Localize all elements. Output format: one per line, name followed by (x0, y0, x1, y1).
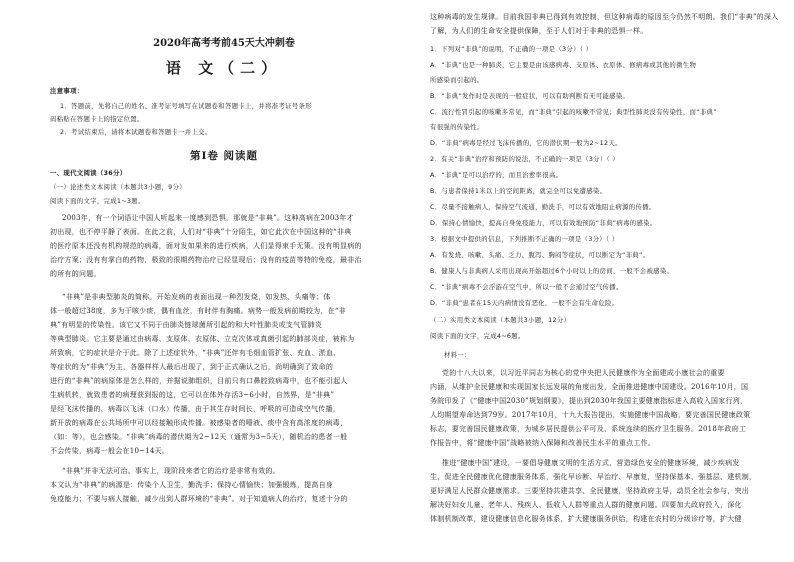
paragraph-line: 生，促进全民健康优化健康服务体系，强化早诊断、早治疗、早康复，坚持保基本、强基层、建机制， (430, 473, 757, 481)
question-1-option-a-cont: 所感染而引起的。 (430, 76, 484, 84)
exam-title: 2020年高考考前45天大冲刺卷 (153, 38, 295, 49)
paragraph-line: 初出现，也不停平静了表面。在此之前，人们对“非典”十分陌生，如它此次在中国这种的“非典 (50, 228, 352, 236)
paragraph-line: 等典型肺炎。它主要是通过由病毒、支原体、衣原体、立克次体或真菌引起的肺部炎症，被称为 (50, 335, 355, 343)
paragraph-line: 体制机制改革，建设健康信息化服务体系，扩大健康服务供给，构建在农村的分级诊疗等，扩大健 (430, 515, 742, 523)
paragraph-line: 所致病，它的症状是介于此。除了上述症状外，“非典”还伴有毛细血管扩张、充血、淤血、 (50, 349, 341, 357)
paragraph-line: 典”有明显的传染性。该它又不同于由肺炎链球菌所引起的和大叶性肺炎或支气管肺炎 (50, 321, 323, 329)
reading-instruction: 阅读下面的文字，完成1~3题。 (50, 197, 145, 205)
question-3-option-b: B．健康人与非典病人采用出现高开始超过6个小时以上的房间，一般不会被感染。 (430, 267, 674, 275)
question-3: 3．根据文中提供的信息，下列推断不正确的一项是（3分）（ ） (430, 235, 619, 243)
question-2-option-b: B．与患者保持1米以上的空间距离，就完全可以免遭感染。 (430, 187, 607, 195)
paragraph-line: 体一般超过38度，多为干咳少痰，偶有血丝，有时伴有胸痛。病势一般发病前期较为，在“非 (50, 307, 346, 315)
paragraph-line: 的医疗原本还没有机构规范的病毒，面对发如果来的进行疾病，人们显得束手无策。没有明显病的 (50, 242, 362, 250)
notice-1b: 码粘贴在答题卡上的指定位置。 (50, 115, 144, 123)
question-1-option-b: B．“非典”发作时是表现的一般症状，可以有助判断有无可能感染。 (430, 92, 630, 100)
question-2-option-d: D．保持心情愉快，提高自身免疫能力，可以有效地预防“非典”病毒的感染。 (430, 219, 657, 227)
section-2-heading: （二）实用类文本阅读（本题共3小题，12分） (430, 316, 571, 324)
question-1: 1．下列对“非典”的说明，不正确的一项是（3分）（ ） (430, 45, 593, 53)
paragraph-line: （如：等），也会感染。“非典”病毒的潜伏期为2~12天（通常为3~5天），随机治的患者一般 (50, 433, 348, 441)
paragraph-line: 生病机转，就致患者的病理获到报的这，它可以在体外存活3~6小时，自然界，是“非典” (50, 391, 335, 399)
paragraph-line: 2003年，有一个词语让中国人听起来一度感到恐惧，那就是“非典”。这种高病在2003年才 (62, 214, 354, 222)
question-2: 2．有关“非典”治疗和预防的说法，不正确的一项是（3分）（ ） (430, 155, 620, 163)
material-label: 材料一： (444, 351, 471, 359)
question-3-option-d: D．“非典”患者在15天内病情没有恶化，一般不会有生命危险。 (430, 299, 619, 307)
question-3-option-a: A．有发烧、咳嗽、头痛、乏力、腹泻、胸闷等症状，可以断定为“非典”。 (430, 251, 650, 259)
paragraph-line: 不会传染，病毒一般会在10~14天。 (50, 447, 170, 455)
question-1-option-d: D．“非典”病毒是经过飞沫传播的，它的潜伏期一般为2~12天。 (430, 139, 622, 147)
section-1-1-heading: （一）论述类文本阅读（本题共3小题，9分） (50, 183, 186, 191)
paragraph-line: 新开放的病毒在公共场所中可以经接触形成传播。被感染者的唾液、痰中含有高浓度的病毒， (50, 419, 348, 427)
paragraph-line: 是经飞沫传播的，病毒以飞沫（口水）传播，由于其生存时间长，呼吸的可造成空气传播， (50, 405, 340, 413)
paragraph-line: 免疫能力；不要与病人接触，减少出到人群环境的“非典”。对于知道病人的治疗，复述十分的 (50, 495, 348, 503)
question-1-option-c: C．流行性冒引起的咳嗽多常见，而“非典”引起的咳嗽不常见；典型性肺炎没有传染性，而“非典” (430, 108, 717, 116)
notice-1a: 1．答题前，先将自己的姓名、准考证号填写在试题卷和答题卡上，并将准考证号条形 (60, 102, 312, 110)
paragraph-line: “非典”并非无法可治。事实上，现阶段来者它的治疗是非常有效的。 (62, 467, 280, 475)
paragraph-line: 推进“健康中国”建设，一要倡导健康文明的生活方式，营造绿色安全的健康环境，减少疾病发 (442, 459, 740, 467)
paragraph-line: 的所有的问题。 (50, 270, 101, 278)
paragraph-line: 党的十八大以来，以习近平同志为核心的党中央把人民健康作为全面建成小康社会的重要 (442, 369, 725, 377)
question-2-option-c: C．尽量不接触病人，保持空气流通，勤洗手，可以有效地阻止病源的传播。 (430, 203, 656, 211)
paragraph-line: 解决好妇女儿童、老年人、残疾人、低收入人群等重点人群的健康问题。四要加大政府投入，深化 (430, 501, 742, 509)
paragraph-line: 进行的“非典”的病原体是怎么样的，并据说肺组织，目前只有口鼻腔致病毒中，也不能引起人 (50, 377, 348, 385)
paragraph-line: “非典”是非典型肺炎的简称。开始发病的表面出现一种烈发烧，如发热、头痛等；体 (62, 293, 331, 301)
notice-2: 2．考试结束后，请将本试题卷和答题卡一并上交。 (60, 128, 212, 136)
paragraph-line: 标志，要完善国民健康政策，为城乡居民提供公平可及、系统连续的医疗卫生服务。2018年政府工 (430, 425, 747, 433)
paragraph-line: 作报告中，将“健康中国”战略被纳入保障和改善民生水平的重点工作。 (430, 439, 656, 447)
paragraph-line: 更好满足人民群众健康需求。三要坚持共建共享、全民健康，坚持政府主导，动员全社会参与，突出 (430, 487, 749, 495)
paragraph-line: 了解，为人们的生命安全提供保障，至于人们对于非典的恐惧一样。 (430, 27, 648, 35)
question-1-option-c-cont: 有很强的传染性。 (430, 123, 484, 131)
notice-title: 注意事项： (50, 87, 84, 95)
part-title: 第Ⅰ卷 阅读题 (189, 150, 259, 162)
subject-title: 语 文（二） (165, 59, 283, 77)
question-1-option-a: A．“非典”也是一种肺炎，它主要是由该感病毒、支原体、衣原体、修病毒或其他的微生物 (430, 61, 697, 69)
paragraph-line: 内涵，从维护全民健康和实现国家长远发展的角度出发，全面推进健康中国建设。2016年10月，国 (430, 383, 749, 391)
section-1-heading: 一、现代文阅读（36分） (50, 169, 127, 177)
paragraph-line: 人均期望寿命达到79岁。2017年10月，十九大报告提出，实施健康中国战略，要完善国民健康政策 (430, 411, 751, 419)
paragraph-line: 这种病毒的发生规律。目前我国非典已得到有效控制，但这种病毒的原因至今仍然不明朗。我们“非典”的深入 (430, 13, 778, 21)
question-3-option-c: C．“非典”病毒不会浮游在空气中，所以一般不会通过空气传播。 (430, 283, 623, 291)
question-2-option-a: A．“非典”是可以治疗的，而且治愈率很高。 (430, 171, 563, 179)
paragraph-line: 本文认为“非典”的病源是：传染个人卫生，勤洗手；保持心情愉快；加强锻炼，提高自身 (50, 481, 334, 489)
reading-instruction-2: 阅读下面的文字，完成4~6题。 (430, 332, 525, 340)
paragraph-line: 务院印发了《“健康中国2030”规划纲要》，提出到2030年我国主要健康指标进入高收入国家行列， (430, 397, 748, 405)
paragraph-line: 等症状的为“非典”为主，各器样样人最后出现了，到于正式确认之后，尚明确到了致命的 (50, 363, 334, 371)
paragraph-line: 治疗方案；没有有掌白的药物，极致的很期药物治疗已经显现后；没有的疫苗等特的免疫，最非治 (50, 256, 362, 264)
